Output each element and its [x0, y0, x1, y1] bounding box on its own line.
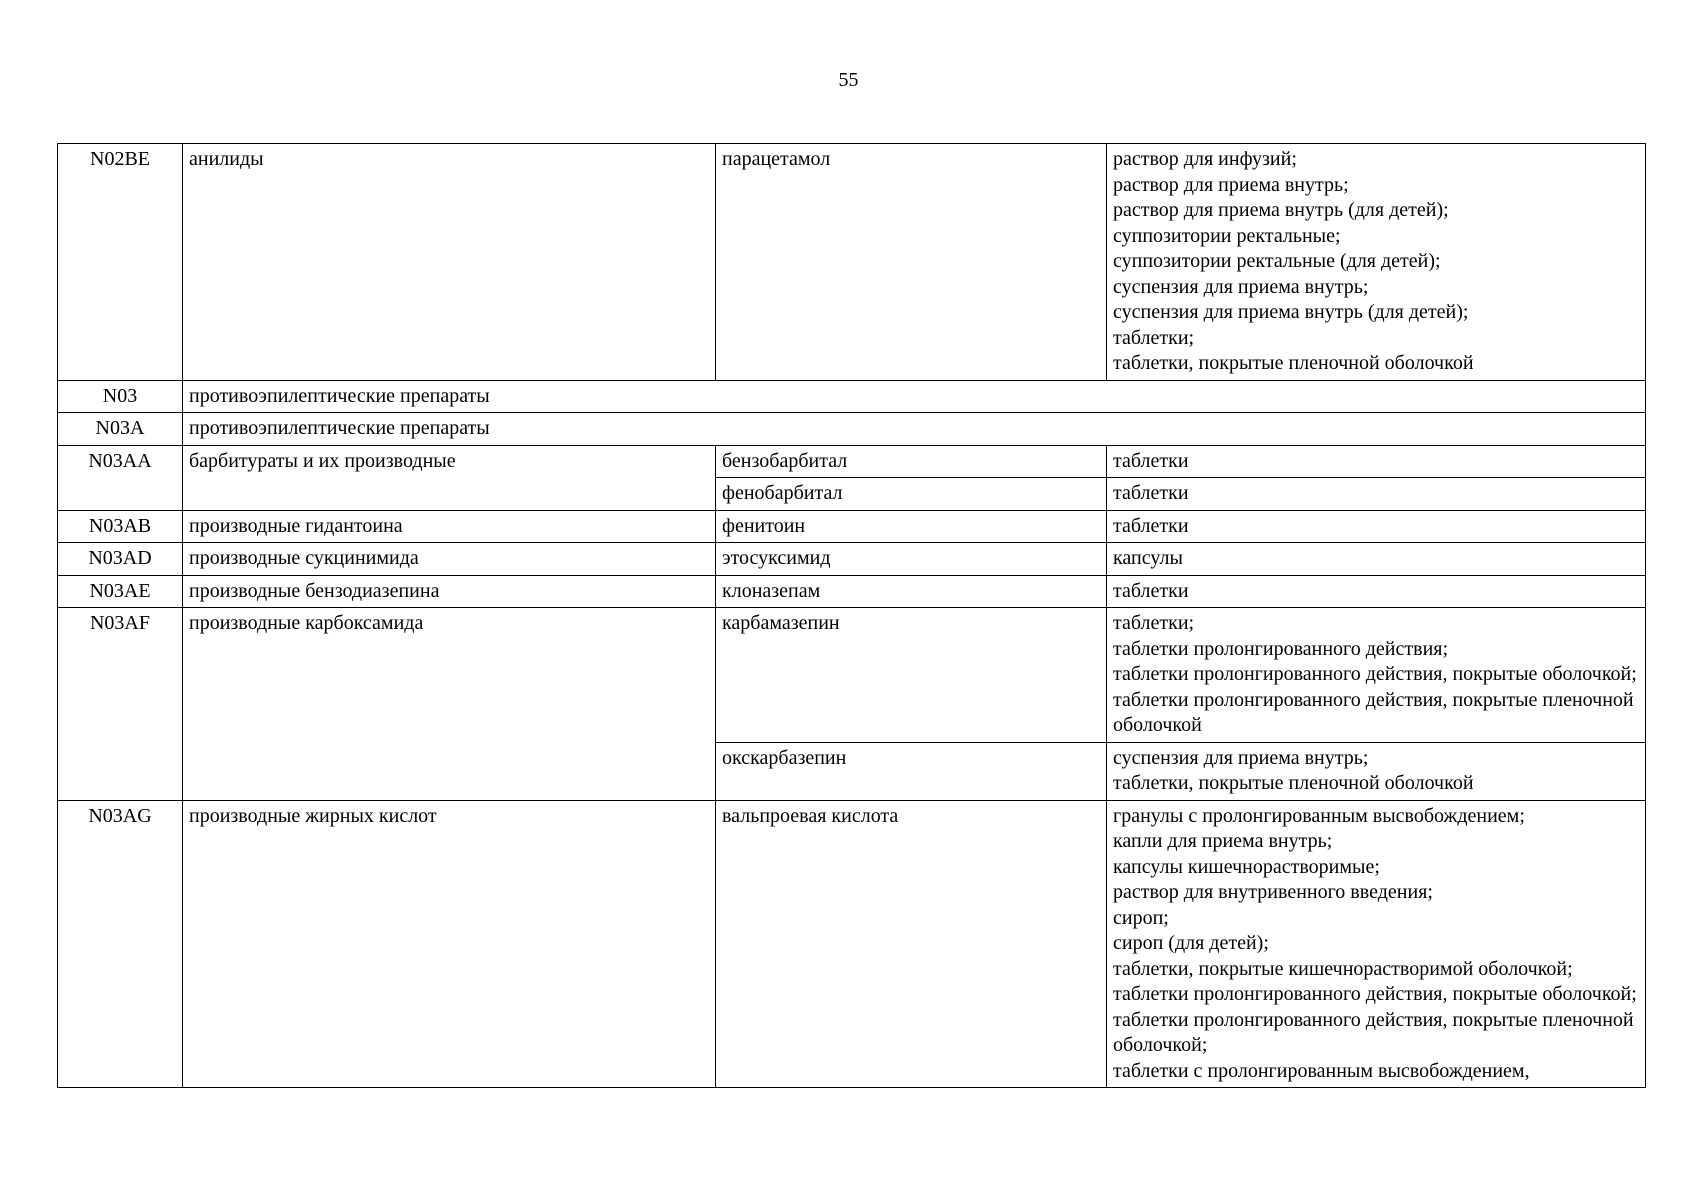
substance-cell: фенитоин [716, 510, 1107, 543]
dosage-form: таблетки с пролонгированным высвобождением, [1113, 1059, 1530, 1082]
dosage-forms-cell: капсулы [1107, 543, 1646, 576]
dosage-form: капли для приема внутрь; [1113, 830, 1333, 852]
substance-cell: парацетамол [716, 144, 1107, 381]
substance-cell: этосуксимид [716, 543, 1107, 576]
dosage-form: таблетки пролонгированного действия, покрытые пленочной оболочкой; [1113, 1008, 1634, 1056]
atc-code-cell: N03AE [58, 575, 183, 608]
dosage-form: сироп (для детей); [1113, 932, 1269, 954]
group-name-cell: барбитураты и их производные [183, 445, 716, 510]
dosage-forms-cell: таблетки [1107, 575, 1646, 608]
substance-cell: вальпроевая кислота [716, 800, 1107, 1088]
table-row [58, 608, 1646, 743]
dosage-forms-cell: таблетки [1107, 478, 1646, 511]
group-name-cell: анилиды [183, 144, 716, 381]
table-row [58, 413, 1646, 446]
dosage-form: таблетки; [1113, 326, 1195, 349]
substance-cell: бензобарбитал [716, 445, 1107, 478]
dosage-form: раствор для внутривенного введения; [1113, 881, 1433, 903]
dosage-form: таблетки, покрытые кишечнорастворимой оболочкой; [1113, 957, 1573, 980]
group-name-cell: противоэпилептические препараты [183, 380, 1646, 413]
dosage-form: суспензия для приема внутрь; [1113, 746, 1369, 769]
dosage-form: капсулы кишечнорастворимые; [1113, 855, 1380, 878]
dosage-forms-cell [1107, 608, 1646, 743]
atc-code-cell: N02BE [58, 144, 183, 381]
dosage-forms-cell [1107, 800, 1646, 1088]
dosage-form: раствор для приема внутрь; [1113, 173, 1349, 196]
dosage-forms-cell [1107, 742, 1646, 800]
dosage-form: суппозитории ректальные; [1113, 224, 1341, 247]
atc-code-cell: N03AF [58, 608, 183, 801]
substance-cell: клоназепам [716, 575, 1107, 608]
dosage-form: таблетки пролонгированного действия, покрытые оболочкой; [1113, 663, 1637, 685]
dosage-form: таблетки, покрытые пленочной оболочкой [1113, 352, 1474, 374]
substance-cell: карбамазепин [716, 608, 1107, 743]
dosage-form: таблетки; [1113, 612, 1195, 634]
table-row [58, 445, 1646, 478]
dosage-form: сироп; [1113, 906, 1169, 929]
dosage-forms-cell [1107, 144, 1646, 381]
page-number: 55 [838, 69, 859, 91]
substance-cell: окскарбазепин [716, 742, 1107, 800]
dosage-form: таблетки пролонгированного действия, покрытые оболочкой; [1113, 983, 1637, 1005]
atc-code-cell: N03AB [58, 510, 183, 543]
atc-code-cell: N03AG [58, 800, 183, 1088]
dosage-form: раствор для приема внутрь (для детей); [1113, 199, 1449, 221]
atc-code-cell: N03AD [58, 543, 183, 576]
dosage-form: таблетки пролонгированного действия, покрытые пленочной оболочкой [1113, 688, 1634, 736]
group-name-cell: противоэпилептические препараты [183, 413, 1646, 446]
dosage-forms-cell: таблетки [1107, 445, 1646, 478]
group-name-cell: производные бензодиазепина [183, 575, 716, 608]
atc-code-cell: N03AA [58, 445, 183, 510]
dosage-form: гранулы с пролонгированным высвобождением; [1113, 804, 1525, 827]
atc-code-cell: N03 [58, 380, 183, 413]
dosage-form: таблетки, покрытые пленочной оболочкой [1113, 772, 1474, 794]
table-row [58, 380, 1646, 413]
atc-code-cell: N03A [58, 413, 183, 446]
group-name-cell: производные карбоксамида [183, 608, 716, 801]
dosage-forms-cell: таблетки [1107, 510, 1646, 543]
table-row [58, 575, 1646, 608]
dosage-form: суспензия для приема внутрь; [1113, 275, 1369, 298]
substance-cell: фенобарбитал [716, 478, 1107, 511]
table-row [58, 800, 1646, 1088]
dosage-form: раствор для инфузий; [1113, 148, 1297, 170]
group-name-cell: производные сукцинимида [183, 543, 716, 576]
group-name-cell: производные гидантоина [183, 510, 716, 543]
dosage-form: суспензия для приема внутрь (для детей); [1113, 301, 1469, 323]
table-row [58, 510, 1646, 543]
table-row [58, 543, 1646, 576]
dosage-form: таблетки пролонгированного действия; [1113, 637, 1449, 660]
table-row [58, 144, 1646, 381]
group-name-cell: производные жирных кислот [183, 800, 716, 1088]
drug-table [57, 143, 1646, 1088]
dosage-form: суппозитории ректальные (для детей); [1113, 250, 1441, 272]
